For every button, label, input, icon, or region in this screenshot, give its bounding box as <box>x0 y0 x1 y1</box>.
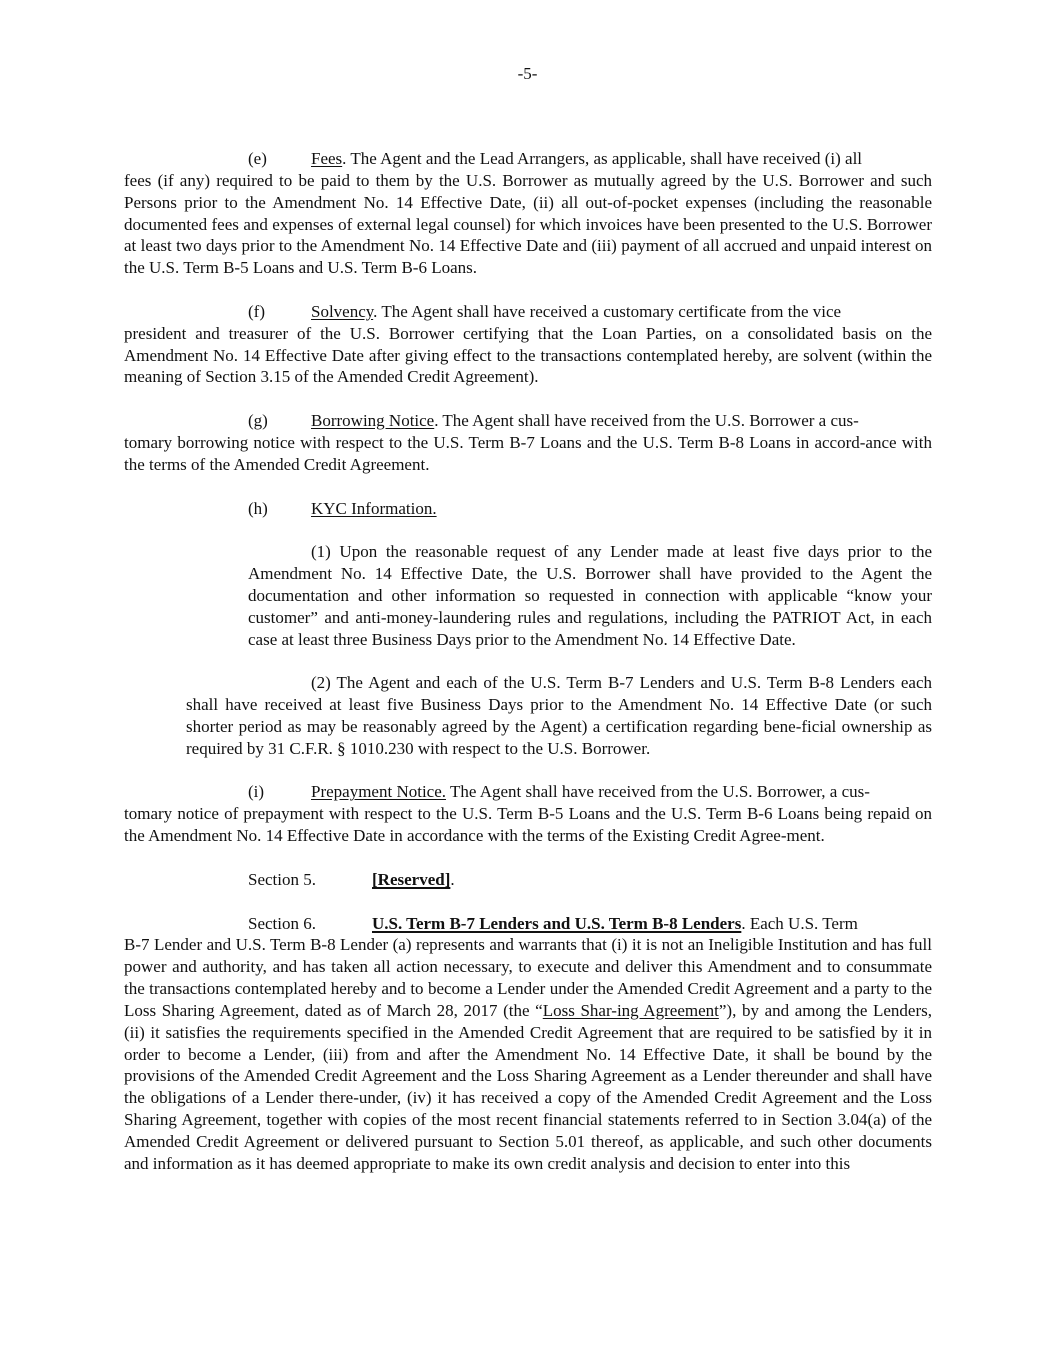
paragraph-i-first-line <box>124 782 870 801</box>
paragraph-e-fees <box>124 148 932 279</box>
paragraph-f-first-text: . The Agent shall have received a customary certificate from the vice <box>373 301 842 321</box>
section-6-body-a: B-7 Lender and U.S. Term B-8 Lender (a) represents and warrants that (i) it is not an Ineligible Institution and has full power and authority, and has taken all action necessary, to execute and deliver this Amendment and to consummate the transactions contemplated hereby and to become a Lender under the Amended Credit Agreement and a party to the Loss Sharing Agreement, dated as of March 28, 2017 (the “ <box>124 935 932 1020</box>
section-5-line <box>124 870 455 889</box>
paragraph-e-first-line <box>124 149 862 168</box>
paragraph-i-body: tomary notice of prepayment with respect to the U.S. Term B-5 Loans and the U.S. Term B-6 Loans being repaid on the Amendment No. 14 Effective Date in accordance with the terms of the Existing Credit Agree-ment. <box>124 804 932 846</box>
paragraph-g-borrowing-notice <box>124 410 932 476</box>
paragraph-e-heading: Fees <box>311 149 343 168</box>
section-6-label: Section 6. <box>248 913 316 933</box>
paragraph-g-first-line <box>124 411 859 430</box>
paragraph-f-body: president and treasurer of the U.S. Borrower certifying that the Loan Parties, on a consolidated basis on the Amendment No. 14 Effective Date after giving effect to the transactions contemplated hereby, are solvent (within the meaning of Section 3.15 of the Amended Credit Agreement). <box>124 323 932 387</box>
section-6-first-text: . Each U.S. Term <box>741 913 858 933</box>
section-6 <box>124 913 932 1175</box>
section-5-tail: . <box>450 869 455 889</box>
paragraph-e-body: fees (if any) required to be paid to them by the U.S. Borrower as mutually agreed by the U.S. Borrower and such Persons prior to the Amendment No. 14 Effective Date, (ii) all out-of-pocket expenses (including the reasonable documented fees and expenses of external legal counsel) for which invoices have been presented to the U.S. Borrower at least two days prior to the Amendment No. 14 Effective Date and (iii) payment of all accrued and unpaid interest on the U.S. Term B-5 Loans and U.S. Term B-6 Loans. <box>124 170 932 278</box>
paragraph-g-marker: (g) <box>248 411 268 431</box>
paragraph-f-heading: Solvency <box>311 301 374 321</box>
paragraph-f-first-line <box>124 302 841 321</box>
section-6-body-b: ”), by and among the Lenders, (ii) it satisfies the requirements specified in the Amended Credit Agreement that are required to be satisfied by it in order to become a Lender, (iii) from and after the Amendment No. 14 Effective Date, it shall be bound by the provisions of the Amended Credit Agreement and the Loss Sharing Agreement as a Lender thereunder and shall have the obligations of a Lender there-under, (iv) it has received a copy of the Amended Credit Agreement and the Loss Sharing Agreement, together with copies of the most recent financial statements referred to in Section 3.04(a) of the Amended Credit Agreement or delivered pursuant to Section 5.01 thereof, as applicable, and such other documents and information as it has deemed appropriate to make its own credit analysis and decision to enter into this <box>124 1000 932 1173</box>
section-5-label: Section 5. <box>248 869 316 889</box>
paragraph-f-marker: (f) <box>248 301 265 321</box>
section-5 <box>124 869 932 891</box>
paragraph-i-prepayment-notice <box>124 781 932 847</box>
paragraph-h-first-line <box>124 499 437 518</box>
paragraph-e-first-text: . The Agent and the Lead Arrangers, as applicable, shall have received (i) all <box>342 149 863 168</box>
page-number: -5- <box>517 64 538 83</box>
paragraph-h-marker: (h) <box>248 498 268 518</box>
paragraph-g-heading: Borrowing Notice <box>311 411 435 431</box>
paragraph-f-solvency <box>124 301 932 388</box>
document-body <box>124 148 932 1197</box>
section-6-first-line <box>124 914 858 933</box>
paragraph-g-body: tomary borrowing notice with respect to the U.S. Term B-7 Loans and the U.S. Term B-8 Loans in accord-ance with the terms of the Amended Credit Agreement. <box>124 432 932 474</box>
section-6-heading: U.S. Term B-7 Lenders and U.S. Term B-8 Lenders <box>372 913 742 933</box>
section-5-heading: [Reserved] <box>372 869 451 889</box>
loss-sharing-agreement-defined-term: Loss Shar-ing Agreement <box>542 1000 719 1020</box>
paragraph-i-marker: (i) <box>248 782 265 802</box>
paragraph-i-first-text: The Agent shall have received from the U.S. Borrower, a cus- <box>446 782 870 802</box>
paragraph-h-kyc <box>124 498 932 520</box>
paragraph-g-first-text: . The Agent shall have received from the U.S. Borrower a cus- <box>434 411 859 431</box>
paragraph-h-heading: KYC Information. <box>311 498 437 518</box>
paragraph-h-subclause-1: (1) Upon the reasonable request of any Lender made at least five days prior to the Amendment No. 14 Effective Date, the U.S. Borrower shall have provided to the Agent the documentation and other information so requested in connection with applicable “know your customer” and anti-money-laundering rules and regulations, including the PATRIOT Act, in each case at least three Business Days prior to the Amendment No. 14 Effective Date. <box>248 542 932 649</box>
paragraph-i-heading: Prepayment Notice. <box>311 782 447 802</box>
paragraph-h-subclause-2: (2) The Agent and each of the U.S. Term B-7 Lenders and U.S. Term B-8 Lenders each shall have received at least five Business Days prior to the Amendment No. 14 Effective Date (or such shorter period as may be reasonably agreed by the Agent) a certification regarding bene-ficial ownership as required by 31 C.F.R. § 1010.230 with respect to the U.S. Borrower. <box>186 673 932 758</box>
paragraph-e-marker: (e) <box>248 149 267 168</box>
